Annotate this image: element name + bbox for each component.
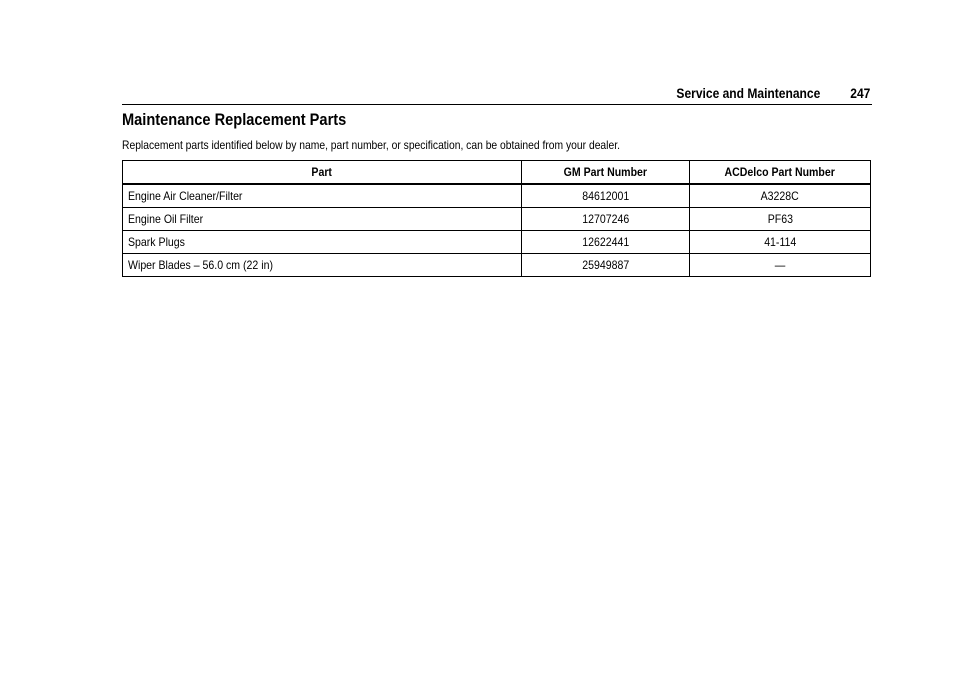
- page-number: 247: [849, 85, 870, 101]
- cell-part: Engine Oil Filter: [123, 208, 522, 231]
- page-header: [122, 84, 872, 105]
- cell-part: Spark Plugs: [123, 231, 522, 254]
- table-row: [123, 231, 871, 254]
- column-header-part: Part: [123, 161, 522, 185]
- intro-paragraph: Replacement parts identified below by name, part number, or specification, can be obtained from your dealer.: [122, 138, 620, 152]
- table-row: [123, 184, 871, 208]
- running-header-section: Service and Maintenance: [676, 85, 820, 101]
- section-title: Maintenance Replacement Parts: [122, 110, 347, 129]
- table-row: [123, 254, 871, 277]
- parts-table: [122, 160, 871, 277]
- cell-acdelco-part-number: 41-114: [690, 231, 871, 254]
- cell-part: Wiper Blades – 56.0 cm (22 in): [123, 254, 522, 277]
- cell-gm-part-number: 12707246: [522, 208, 690, 231]
- cell-gm-part-number: 84612001: [522, 184, 690, 208]
- table-row: [123, 208, 871, 231]
- cell-acdelco-part-number: —: [690, 254, 871, 277]
- table-header-row: [123, 161, 871, 185]
- cell-gm-part-number: 25949887: [522, 254, 690, 277]
- column-header-acdelco-part-number: ACDelco Part Number: [690, 161, 871, 185]
- cell-gm-part-number: 12622441: [522, 231, 690, 254]
- cell-part: Engine Air Cleaner/Filter: [123, 184, 522, 208]
- cell-acdelco-part-number: A3228C: [690, 184, 871, 208]
- column-header-gm-part-number: GM Part Number: [522, 161, 690, 185]
- cell-acdelco-part-number: PF63: [690, 208, 871, 231]
